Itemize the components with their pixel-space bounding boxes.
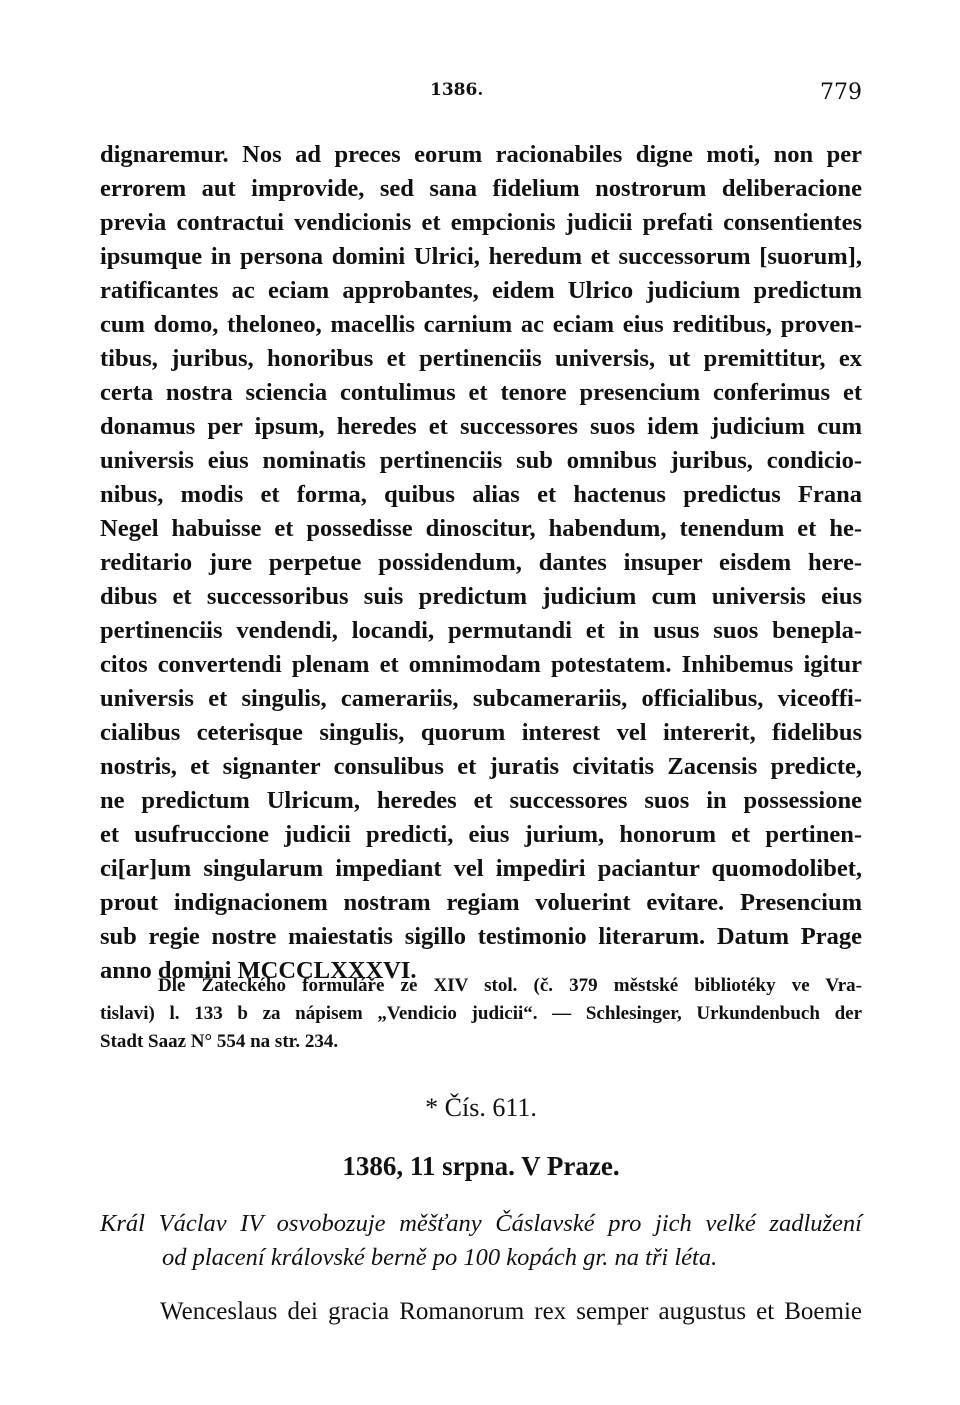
text-line: sub regie nostre maiestatis sigillo testimonio literarum. Datum Prage bbox=[100, 923, 862, 950]
text-line: donamus per ipsum, heredes et successores suos idem judicium cum bbox=[100, 413, 862, 440]
regest-line: od placení královské berně po 100 kopách gr. na tři léta. bbox=[162, 1244, 718, 1271]
regest-line: Král Václav IV osvobozuje měšťany Čáslavské pro jich velké zadlužení bbox=[100, 1210, 862, 1237]
text-line: reditario jure perpetue possidendum, dantes insuper eisdem here- bbox=[100, 549, 862, 576]
text-line: Negel habuisse et possedisse dinoscitur, habendum, tenendum et he- bbox=[100, 515, 862, 542]
page-number: 779 bbox=[820, 80, 862, 105]
text-line: et usufruccione judicii predicti, eius jurium, honorum et pertinen- bbox=[100, 821, 862, 848]
document-incipit: Wenceslaus dei gracia Romanorum rex semper augustus et Boemie bbox=[160, 1298, 862, 1325]
text-line: ratificantes ac eciam approbantes, eidem Ulrico judicium predictum bbox=[100, 277, 862, 304]
text-line: universis et singulis, camerariis, subcamerariis, officialibus, viceoffi- bbox=[100, 685, 862, 712]
document-date-place: 1386, 11 srpna. V Praze. bbox=[342, 1151, 620, 1181]
text-line: dibus et successoribus suis predictum judicium cum universis eius bbox=[100, 583, 862, 610]
source-note-line: Stadt Saaz N° 554 na str. 234. bbox=[100, 1031, 339, 1052]
text-line: prout indignacionem nostram regiam voluerint evitare. Presencium bbox=[100, 889, 862, 916]
text-line: tibus, juribus, honoribus et pertinenciis universis, ut premittitur, ex bbox=[100, 345, 862, 372]
text-line: previa contractui vendicionis et empcionis judicii prefati consentientes bbox=[100, 209, 862, 236]
text-line: citos convertendi plenam et omnimodam potestatem. Inhibemus igitur bbox=[100, 651, 862, 678]
running-head-year: 1386. bbox=[430, 80, 484, 100]
text-line: nostris, et signanter consulibus et juratis civitatis Zacensis predicte, bbox=[100, 753, 862, 780]
document-regest bbox=[100, 1207, 862, 1275]
text-line: errorem aut improvide, sed sana fidelium nostrorum deliberacione bbox=[100, 175, 862, 202]
text-line: cialibus ceterisque singulis, quorum interest vel intererit, fidelibus bbox=[100, 719, 862, 746]
text-line: universis eius nominatis pertinenciis sub omnibus juribus, condicio- bbox=[100, 447, 862, 474]
text-line: certa nostra sciencia contulimus et tenore presencium conferimus et bbox=[100, 379, 862, 406]
source-note-line: Dle Žateckého formuláře ze XIV stol. (č. 379 městské bibliotéky ve Vra- bbox=[158, 975, 862, 996]
page-header bbox=[100, 80, 862, 110]
text-line: pertinenciis vendendi, locandi, permutandi et in usus suos benepla- bbox=[100, 617, 862, 644]
source-note bbox=[100, 972, 862, 1056]
text-line: ipsumque in persona domini Ulrici, heredum et successorum [suorum], bbox=[100, 243, 862, 270]
text-line: dignaremur. Nos ad preces eorum racionabiles digne moti, non per bbox=[100, 141, 862, 168]
text-line: nibus, modis et forma, quibus alias et hactenus predictus Frana bbox=[100, 481, 862, 508]
text-line: ne predictum Ulricum, heredes et successores suos in possessione bbox=[100, 787, 862, 814]
charter-text bbox=[100, 138, 862, 988]
text-line: anno domini MCCCLXXXVI. bbox=[100, 957, 417, 984]
document-number: * Čís. 611. bbox=[425, 1093, 537, 1122]
text-line: ci[ar]um singularum impediant vel impediri paciantur quomodolibet, bbox=[100, 855, 862, 882]
source-note-line: tislavi) l. 133 b za nápisem „Vendicio judicii“. — Schlesinger, Urkundenbuch der bbox=[100, 1003, 862, 1024]
text-line: cum domo, theloneo, macellis carnium ac eciam eius reditibus, proven- bbox=[100, 311, 862, 338]
